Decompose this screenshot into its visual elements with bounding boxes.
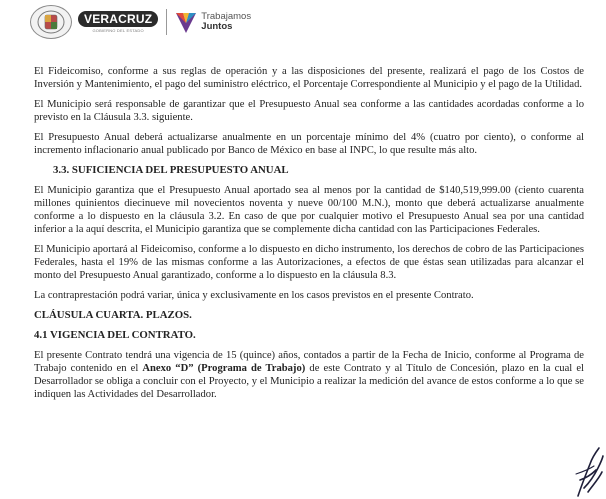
page-header xyxy=(30,4,251,40)
section-heading-3-3: 3.3. SUFICIENCIA DEL PRESUPUESTO ANUAL xyxy=(53,164,289,176)
paragraph-garantia-presupuesto: El Municipio garantiza que el Presupuesto Anual aportado sea al menos por la cantidad de $140,519,999.00 (ciento cuarenta millones quinientos diecinueve mil novecientos noventa y nueve 00/100 M.N.), monto que deberá actualizarse anualmente conforme a lo dispuesto en la cláusula 3.2. En caso de que por cualquier motivo el Presupuesto Anual sea por una cantidad inferior a la aquí descrita, el Municipio garantiza que se complemente dicha cantidad con las Participaciones Federales. xyxy=(34,185,584,235)
anexo-d-reference: Anexo “D” (Programa de Trabajo) xyxy=(142,363,306,374)
brand-title: VERACRUZ xyxy=(78,11,158,27)
seal-emblem-icon xyxy=(36,9,66,35)
slogan-line-1: Trabajamos xyxy=(201,11,252,22)
veracruz-brand xyxy=(78,11,158,33)
state-seal-logo xyxy=(30,5,72,39)
clause-heading-cuarta: CLÁUSULA CUARTA. PLAZOS. xyxy=(34,309,192,321)
trabajamos-juntos-logo-icon xyxy=(175,10,197,34)
paragraph-municipio-responsable: El Municipio será responsable de garantizar que el Presupuesto Anual sea conforme a las cantidades acordadas conforme a lo previsto en la Cláusula 3.3. siguiente. xyxy=(34,99,584,123)
vigencia-text-a: El presente Contrato tendrá una vigencia de 15 (quince) años, contados a partir de la Fecha de Inicio, conforme al Programa de Trabajo contenido en el xyxy=(34,350,584,374)
paragraph-vigencia xyxy=(34,349,584,401)
paragraph-payments: El Fideicomiso, conforme a sus reglas de operación y a las disposiciones del presente, realizará el pago de los Costos de Inversión y Mantenimiento, el pago del suministro eléctrico, el Porcentaje Correspondiente al Municipio y el pago de la Utilidad. xyxy=(34,66,584,90)
section-heading-4-1: 4.1 VIGENCIA DEL CONTRATO. xyxy=(34,329,196,341)
campaign-slogan xyxy=(201,12,251,32)
paragraph-actualizacion: El Presupuesto Anual deberá actualizarse anualmente en un porcentaje mínimo del 4% (cuatro por ciento), o conforme al incremento inflacionario anual publicado por Banco de México en base al INPC, lo que resulte más alto. xyxy=(34,132,584,156)
brand-subtitle: GOBIERNO DEL ESTADO xyxy=(92,28,144,33)
slogan-line-2: Juntos xyxy=(201,21,233,32)
document-body xyxy=(34,65,584,408)
handwritten-signature xyxy=(572,444,606,499)
header-divider xyxy=(166,9,167,35)
paragraph-participaciones: El Municipio aportará al Fideicomiso, conforme a lo dispuesto en dicho instrumento, los derechos de cobro de las Participaciones Federales, hasta el 19% de las mismas conforme a las Autorizaciones, a efectos de que éstas sean utilizadas para alcanzar el monto del Presupuesto Anual garantizado, conforme a lo dispuesto en la cláusula 8.3. xyxy=(34,244,584,281)
vigencia-text-b: de este Contrato y al Título de Concesión, plazo en la cual el Desarrollador se obliga a concluir con el Proyecto, y el Municipio a realizar la medición del avance de estos conforme a lo que se indiquen las Actividades del Desarrollador. xyxy=(34,363,584,400)
paragraph-contraprestacion: La contraprestación podrá variar, única y exclusivamente en los casos previstos en el presente Contrato. xyxy=(34,290,474,301)
